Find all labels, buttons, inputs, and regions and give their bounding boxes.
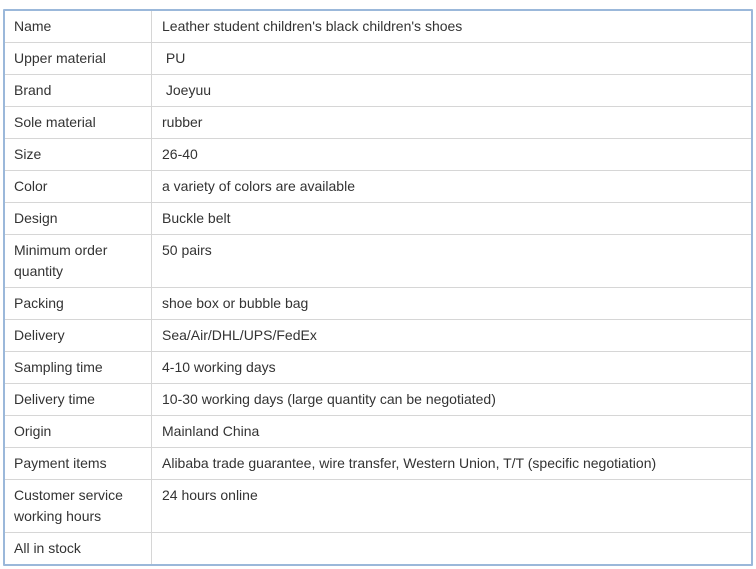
- spec-value-minimum-order-quantity: 50 pairs: [152, 235, 752, 288]
- product-spec-frame: [3, 9, 753, 566]
- spec-value-sampling-time: 4-10 working days: [152, 352, 752, 384]
- spec-value-sole-material: rubber: [152, 107, 752, 139]
- spec-value-delivery-time: 10-30 working days (large quantity can be negotiated): [152, 384, 752, 416]
- spec-label-customer-service-hours: Customer service working hours: [5, 480, 152, 533]
- spec-value-name: Leather student children's black children's shoes: [152, 11, 752, 43]
- spec-label-delivery-time: Delivery time: [5, 384, 152, 416]
- spec-label-packing: Packing: [5, 288, 152, 320]
- table-row: [5, 139, 751, 171]
- spec-label-sampling-time: Sampling time: [5, 352, 152, 384]
- table-row: [5, 75, 751, 107]
- spec-value-all-in-stock: [152, 533, 752, 565]
- spec-value-size: 26-40: [152, 139, 752, 171]
- spec-label-all-in-stock: All in stock: [5, 533, 152, 565]
- table-row: [5, 384, 751, 416]
- spec-value-packing: shoe box or bubble bag: [152, 288, 752, 320]
- table-row: [5, 107, 751, 139]
- table-row: [5, 448, 751, 480]
- spec-value-origin: Mainland China: [152, 416, 752, 448]
- table-row: [5, 320, 751, 352]
- table-row: [5, 11, 751, 43]
- spec-label-delivery: Delivery: [5, 320, 152, 352]
- spec-label-color: Color: [5, 171, 152, 203]
- table-row: [5, 203, 751, 235]
- table-row: [5, 171, 751, 203]
- spec-label-brand: Brand: [5, 75, 152, 107]
- spec-value-color: a variety of colors are available: [152, 171, 752, 203]
- table-row: [5, 533, 751, 565]
- spec-value-brand: Joeyuu: [152, 75, 752, 107]
- table-row: [5, 352, 751, 384]
- spec-value-payment-items: Alibaba trade guarantee, wire transfer, Western Union, T/T (specific negotiation): [152, 448, 752, 480]
- spec-label-origin: Origin: [5, 416, 152, 448]
- spec-value-delivery: Sea/Air/DHL/UPS/FedEx: [152, 320, 752, 352]
- spec-label-name: Name: [5, 11, 152, 43]
- product-spec-table: [5, 11, 751, 564]
- table-row: [5, 235, 751, 288]
- spec-table-body: [5, 11, 751, 564]
- spec-value-design: Buckle belt: [152, 203, 752, 235]
- spec-label-design: Design: [5, 203, 152, 235]
- spec-label-size: Size: [5, 139, 152, 171]
- spec-value-upper-material: PU: [152, 43, 752, 75]
- table-row: [5, 43, 751, 75]
- table-row: [5, 416, 751, 448]
- spec-value-customer-service-hours: 24 hours online: [152, 480, 752, 533]
- spec-label-payment-items: Payment items: [5, 448, 152, 480]
- spec-label-minimum-order-quantity: Minimum order quantity: [5, 235, 152, 288]
- spec-label-sole-material: Sole material: [5, 107, 152, 139]
- spec-label-upper-material: Upper material: [5, 43, 152, 75]
- table-row: [5, 480, 751, 533]
- table-row: [5, 288, 751, 320]
